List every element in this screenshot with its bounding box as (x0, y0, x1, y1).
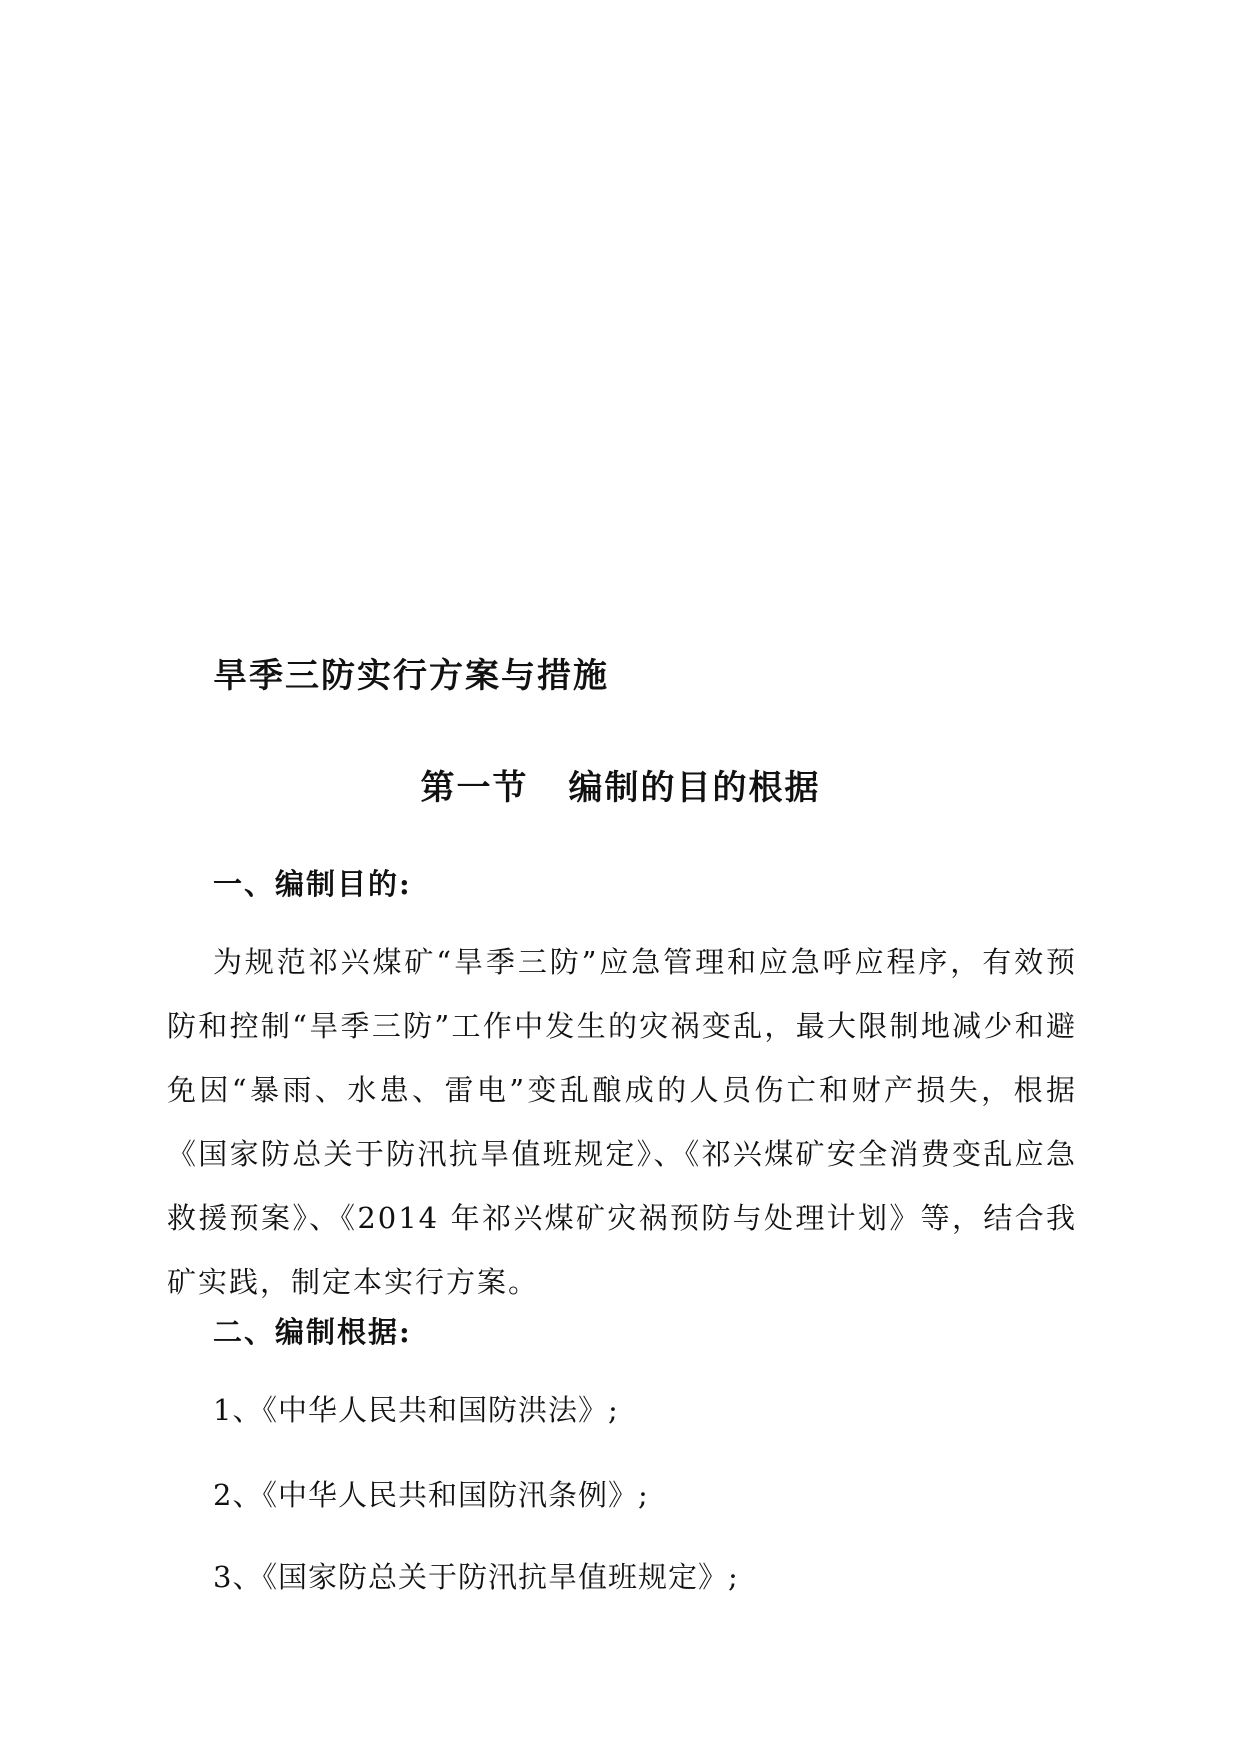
purpose-heading: 一、编制目的: (213, 867, 412, 901)
basis-heading: 二、编制根据: (213, 1315, 412, 1349)
basis-item: 2、《中华人民共和国防汛条例》; (213, 1478, 649, 1512)
purpose-paragraph: 为规范祁兴煤矿“旱季三防”应急管理和应急呼应程序，有效预防和控制“旱季三防”工作中发生的灾祸变乱，最大限制地减少和避免因“暴雨、水患、雷电”变乱酿成的人员伤亡和财产损失，根据《国家防总关于防汛抗旱值班规定》、《祁兴煤矿安全消费变乱应急救援预案》、《2014 年祁兴煤矿灾祸预防与处理计划》等，结合我矿实践，制定本实行方案。 (167, 945, 1077, 1299)
section-number: 第一节 (420, 768, 529, 808)
section-name: 编制的目的根据 (568, 768, 821, 808)
basis-item: 3、《国家防总关于防汛抗旱值班规定》; (213, 1560, 739, 1594)
document-title: 旱季三防实行方案与措施 (213, 656, 609, 696)
section-title (0, 760, 1241, 809)
basis-item: 1、《中华人民共和国防洪法》; (213, 1393, 619, 1427)
